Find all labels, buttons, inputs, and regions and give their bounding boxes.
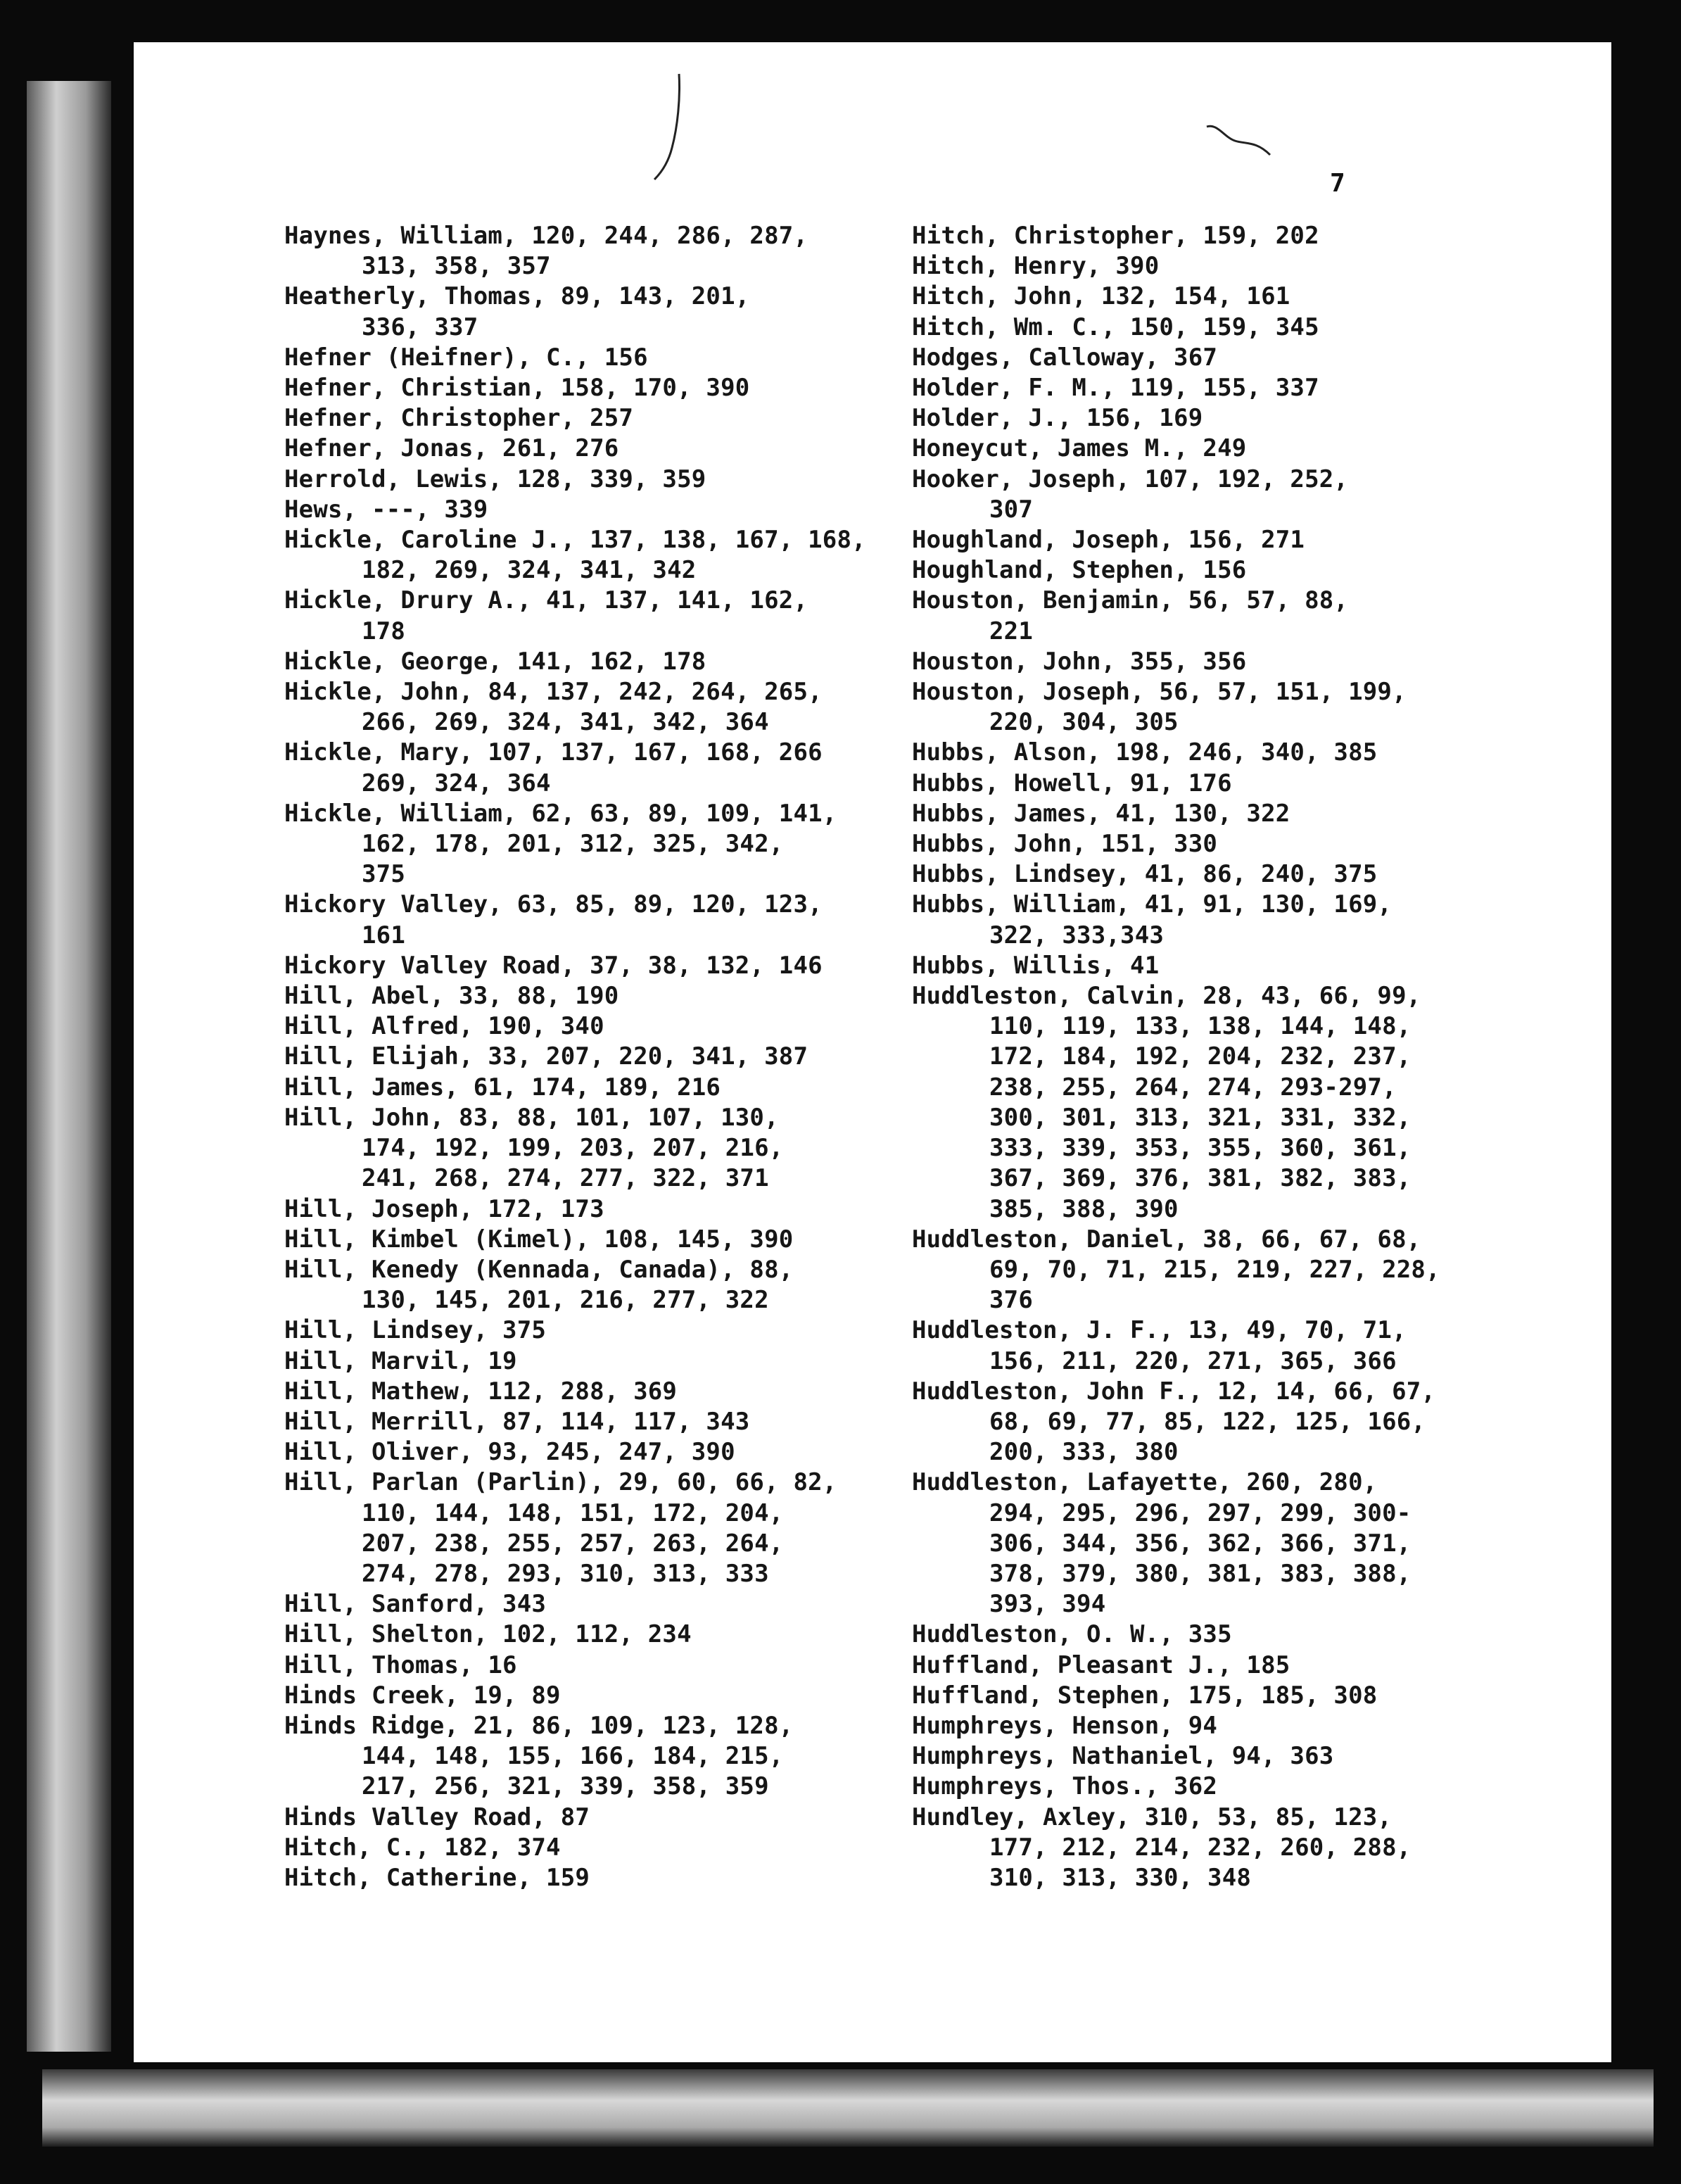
index-entry-continuation: 269, 324, 364 — [362, 769, 551, 797]
index-entry — [912, 677, 1475, 738]
index-entry-heading: Hill, Kenedy (Kennada, Canada), 88, — [284, 1255, 794, 1284]
index-entry-heading: Hooker, Joseph, 107, 192, 252, — [912, 465, 1349, 493]
index-entry — [284, 890, 911, 950]
index-entry-heading: Hitch, Wm. C., 150, 159, 345 — [912, 313, 1319, 341]
index-entry-heading: Hubbs, Howell, 91, 176 — [912, 769, 1232, 797]
index-entry — [284, 1042, 911, 1072]
index-entry — [912, 951, 1475, 981]
index-entry — [912, 1741, 1475, 1772]
index-entry-continuation: 294, 295, 296, 297, 299, 300- — [989, 1498, 1412, 1527]
index-entry — [912, 1711, 1475, 1741]
index-entry-heading: Huffland, Stephen, 175, 185, 308 — [912, 1681, 1378, 1710]
index-entry — [284, 1407, 911, 1437]
index-entry-continuation: 174, 192, 199, 203, 207, 216, — [362, 1134, 784, 1163]
index-entry — [912, 313, 1475, 343]
index-entry — [284, 525, 911, 586]
index-entry-heading: Hefner (Heifner), C., 156 — [284, 343, 648, 372]
index-entry-heading: Honeycut, James M., 249 — [912, 434, 1247, 463]
index-entry-heading: Hundley, Axley, 310, 53, 85, 123, — [912, 1803, 1393, 1831]
index-entry-heading: Huddleston, Daniel, 38, 66, 67, 68, — [912, 1225, 1421, 1254]
index-entry-continuation: 300, 301, 313, 321, 331, 332, — [989, 1103, 1412, 1132]
index-entry-heading: Hinds Ridge, 21, 86, 109, 123, 128, — [284, 1711, 794, 1740]
index-entry — [284, 1103, 911, 1194]
index-entry — [284, 1681, 911, 1711]
index-entry — [284, 1620, 911, 1650]
index-entry — [912, 403, 1475, 434]
index-entry-continuation: 306, 344, 356, 362, 366, 371, — [989, 1529, 1412, 1558]
index-entry — [912, 981, 1475, 1225]
index-entry-heading: Hickle, Drury A., 41, 137, 141, 162, — [284, 586, 808, 615]
index-entry-continuation: 69, 70, 71, 215, 219, 227, 228, — [989, 1255, 1440, 1284]
index-entry-continuation: 322, 333,343 — [989, 921, 1165, 949]
index-entry — [284, 221, 911, 282]
index-entry-continuation: 274, 278, 293, 310, 313, 333 — [362, 1559, 769, 1588]
index-entry — [284, 1377, 911, 1407]
index-entry-continuation: 313, 358, 357 — [362, 252, 551, 281]
index-entry — [284, 1650, 911, 1681]
index-entry-continuation: 182, 269, 324, 341, 342 — [362, 556, 697, 585]
index-entry-continuation: 393, 394 — [989, 1590, 1106, 1619]
index-entry — [284, 403, 911, 434]
index-entry-heading: Hickory Valley Road, 37, 38, 132, 146 — [284, 951, 823, 980]
index-entry — [284, 1315, 911, 1346]
index-entry — [912, 1803, 1475, 1894]
index-entry-heading: Humphreys, Henson, 94 — [912, 1711, 1218, 1740]
index-entry — [284, 951, 911, 981]
index-entry-heading: Huddleston, O. W., 335 — [912, 1620, 1232, 1649]
index-entry-heading: Hill, Marvil, 19 — [284, 1346, 517, 1375]
index-entry-heading: Hill, Kimbel (Kimel), 108, 145, 390 — [284, 1225, 794, 1254]
index-entry-continuation: 162, 178, 201, 312, 325, 342, — [362, 830, 784, 859]
index-entry-heading: Hill, Thomas, 16 — [284, 1650, 517, 1679]
index-entry-heading: Hill, Elijah, 33, 207, 220, 341, 387 — [284, 1042, 808, 1071]
index-entry-heading: Hickle, Caroline J., 137, 138, 167, 168, — [284, 526, 866, 555]
index-entry-heading: Hitch, Catherine, 159 — [284, 1863, 590, 1892]
index-entry — [284, 1711, 911, 1803]
index-entry — [284, 495, 911, 525]
index-entry-continuation: 310, 313, 330, 348 — [989, 1863, 1252, 1892]
index-entry-continuation: 307 — [989, 495, 1034, 524]
index-entry-heading: Huddleston, Calvin, 28, 43, 66, 99, — [912, 982, 1421, 1011]
index-entry-heading: Houghland, Stephen, 156 — [912, 556, 1247, 585]
film-edge-bottom — [42, 2069, 1654, 2147]
index-entry — [912, 1681, 1475, 1711]
index-entry-heading: Heatherly, Thomas, 89, 143, 201, — [284, 282, 750, 311]
page-number: 7 — [1330, 169, 1345, 198]
index-entry — [284, 343, 911, 373]
index-entry-heading: Hill, Sanford, 343 — [284, 1590, 547, 1619]
index-entry — [912, 738, 1475, 768]
index-entry — [284, 1803, 911, 1833]
index-entry — [284, 799, 911, 890]
index-entry-heading: Huddleston, Lafayette, 260, 280, — [912, 1468, 1378, 1497]
index-entry — [912, 799, 1475, 829]
index-entry-continuation: 110, 119, 133, 138, 144, 148, — [989, 1012, 1412, 1041]
index-entry — [912, 525, 1475, 555]
index-entry-heading: Hitch, John, 132, 154, 161 — [912, 282, 1290, 311]
index-entry-heading: Hubbs, Lindsey, 41, 86, 240, 375 — [912, 860, 1378, 889]
index-entry — [912, 373, 1475, 403]
index-entry-heading: Humphreys, Thos., 362 — [912, 1772, 1218, 1801]
index-entry-heading: Hitch, Henry, 390 — [912, 252, 1160, 281]
index-entry-heading: Hefner, Christopher, 257 — [284, 404, 634, 433]
index-entry-continuation: 333, 339, 353, 355, 360, 361, — [989, 1134, 1412, 1163]
index-column-right — [912, 221, 1475, 1893]
index-entry-heading: Huddleston, John F., 12, 14, 66, 67, — [912, 1377, 1436, 1406]
index-entry-continuation: 376 — [989, 1286, 1034, 1315]
index-entry — [284, 1255, 911, 1315]
index-entry-continuation: 220, 304, 305 — [989, 708, 1179, 737]
index-entry-heading: Haynes, William, 120, 244, 286, 287, — [284, 222, 808, 250]
index-entry — [284, 1437, 911, 1467]
index-entry — [912, 1650, 1475, 1681]
index-entry-heading: Houston, Joseph, 56, 57, 151, 199, — [912, 678, 1407, 707]
index-entry-heading: Hill, John, 83, 88, 101, 107, 130, — [284, 1103, 779, 1132]
index-entry-heading: Hubbs, William, 41, 91, 130, 169, — [912, 890, 1393, 919]
index-entry-heading: Hill, Alfred, 190, 340 — [284, 1012, 604, 1041]
index-entry — [912, 1467, 1475, 1620]
index-entry-continuation: 336, 337 — [362, 313, 478, 341]
index-entry — [284, 1589, 911, 1620]
index-entry — [284, 465, 911, 495]
index-entry-heading: Hickle, George, 141, 162, 178 — [284, 647, 706, 676]
index-entry-heading: Hickory Valley, 63, 85, 89, 120, 123, — [284, 890, 823, 919]
index-entry-heading: Hefner, Jonas, 261, 276 — [284, 434, 619, 463]
index-entry — [912, 586, 1475, 646]
index-entry — [284, 677, 911, 738]
index-entry-heading: Hews, ---, 339 — [284, 495, 488, 524]
index-entry-continuation: 156, 211, 220, 271, 365, 366 — [989, 1346, 1397, 1375]
index-entry-continuation: 68, 69, 77, 85, 122, 125, 166, — [989, 1407, 1426, 1436]
index-entry-heading: Hill, Mathew, 112, 288, 369 — [284, 1377, 678, 1406]
index-entry — [912, 769, 1475, 799]
index-entry-continuation: 385, 388, 390 — [989, 1194, 1179, 1223]
index-entry-heading: Herrold, Lewis, 128, 339, 359 — [284, 465, 706, 493]
index-entry-heading: Hinds Creek, 19, 89 — [284, 1681, 561, 1710]
index-entry-heading: Humphreys, Nathaniel, 94, 363 — [912, 1742, 1334, 1771]
index-entry-heading: Hubbs, Willis, 41 — [912, 951, 1160, 980]
index-entry — [912, 434, 1475, 464]
index-entry — [284, 1833, 911, 1863]
index-entry-continuation: 221 — [989, 617, 1034, 645]
index-entry-heading: Hodges, Calloway, 367 — [912, 343, 1218, 372]
index-entry-continuation: 241, 268, 274, 277, 322, 371 — [362, 1164, 769, 1193]
index-entry — [912, 1377, 1475, 1468]
index-entry-continuation: 144, 148, 155, 166, 184, 215, — [362, 1742, 784, 1771]
index-entry-continuation: 378, 379, 380, 381, 383, 388, — [989, 1559, 1412, 1588]
index-entry — [912, 829, 1475, 859]
index-entry — [912, 343, 1475, 373]
index-entry-continuation: 110, 144, 148, 151, 172, 204, — [362, 1498, 784, 1527]
page-scratch-mark — [1203, 113, 1281, 162]
index-entry-continuation: 266, 269, 324, 341, 342, 364 — [362, 708, 769, 737]
index-entry — [912, 221, 1475, 251]
index-entry — [284, 738, 911, 798]
index-column-left — [284, 221, 911, 1893]
index-entry — [912, 859, 1475, 890]
index-entry-heading: Holder, F. M., 119, 155, 337 — [912, 374, 1319, 403]
index-entry-heading: Huddleston, J. F., 13, 49, 70, 71, — [912, 1316, 1407, 1345]
index-entry-continuation: 130, 145, 201, 216, 277, 322 — [362, 1286, 769, 1315]
index-entry-heading: Hubbs, Alson, 198, 246, 340, 385 — [912, 738, 1378, 767]
index-entry — [912, 555, 1475, 586]
index-entry-heading: Hitch, C., 182, 374 — [284, 1833, 561, 1862]
index-entry-heading: Hill, Merrill, 87, 114, 117, 343 — [284, 1407, 750, 1436]
index-entry — [912, 465, 1475, 525]
index-entry — [284, 1467, 911, 1589]
index-entry-heading: Hitch, Christopher, 159, 202 — [912, 222, 1319, 250]
index-entry-heading: Hill, Parlan (Parlin), 29, 60, 66, 82, — [284, 1468, 837, 1497]
index-entry-heading: Hubbs, James, 41, 130, 322 — [912, 799, 1290, 828]
page-scratch-mark — [651, 70, 693, 183]
index-entry-continuation: 238, 255, 264, 274, 293-297, — [989, 1073, 1397, 1102]
index-entry-heading: Hickle, Mary, 107, 137, 167, 168, 266 — [284, 738, 823, 767]
index-entry — [912, 890, 1475, 950]
index-entry — [912, 1315, 1475, 1376]
index-entry-heading: Hill, James, 61, 174, 189, 216 — [284, 1073, 721, 1102]
index-entry — [912, 282, 1475, 312]
index-entry-continuation: 172, 184, 192, 204, 232, 237, — [989, 1042, 1412, 1071]
index-entry-continuation: 207, 238, 255, 257, 263, 264, — [362, 1529, 784, 1558]
index-entry-heading: Hill, Shelton, 102, 112, 234 — [284, 1620, 692, 1649]
index-entry — [912, 1225, 1475, 1316]
index-entry — [284, 1073, 911, 1103]
index-entry — [284, 1346, 911, 1377]
index-entry — [284, 434, 911, 464]
index-entry-heading: Holder, J., 156, 169 — [912, 404, 1203, 433]
index-entry-heading: Hill, Oliver, 93, 245, 247, 390 — [284, 1438, 735, 1467]
index-entry-heading: Hickle, John, 84, 137, 242, 264, 265, — [284, 678, 823, 707]
index-entry-heading: Hinds Valley Road, 87 — [284, 1803, 590, 1831]
index-entry — [284, 1225, 911, 1255]
index-entry-heading: Hill, Joseph, 172, 173 — [284, 1194, 604, 1223]
index-entry — [912, 647, 1475, 677]
index-entry — [912, 1620, 1475, 1650]
index-entry — [284, 981, 911, 1011]
film-edge-left — [27, 81, 111, 2052]
index-entry-heading: Hickle, William, 62, 63, 89, 109, 141, — [284, 799, 837, 828]
index-entry-heading: Hubbs, John, 151, 330 — [912, 830, 1218, 859]
index-entry-continuation: 217, 256, 321, 339, 358, 359 — [362, 1772, 769, 1801]
index-entry — [284, 1863, 911, 1893]
index-entry — [284, 282, 911, 342]
index-entry-heading: Houston, Benjamin, 56, 57, 88, — [912, 586, 1349, 615]
index-entry — [284, 1194, 911, 1225]
index-entry-heading: Houghland, Joseph, 156, 271 — [912, 526, 1305, 555]
index-entry-continuation: 200, 333, 380 — [989, 1438, 1179, 1467]
index-entry-continuation: 177, 212, 214, 232, 260, 288, — [989, 1833, 1412, 1862]
index-entry-continuation: 367, 369, 376, 381, 382, 383, — [989, 1164, 1412, 1193]
index-entry — [284, 647, 911, 677]
index-entry-heading: Houston, John, 355, 356 — [912, 647, 1247, 676]
index-entry — [912, 1772, 1475, 1802]
index-entry — [284, 1011, 911, 1042]
index-entry — [284, 373, 911, 403]
index-entry-continuation: 178 — [362, 617, 406, 645]
index-entry-heading: Hill, Abel, 33, 88, 190 — [284, 982, 619, 1011]
index-entry-heading: Hefner, Christian, 158, 170, 390 — [284, 374, 750, 403]
index-entry — [284, 586, 911, 646]
index-entry-continuation: 161 — [362, 921, 406, 949]
index-entry-heading: Huffland, Pleasant J., 185 — [912, 1650, 1290, 1679]
index-entry-continuation: 375 — [362, 860, 406, 889]
index-entry-heading: Hill, Lindsey, 375 — [284, 1316, 547, 1345]
index-entry — [912, 251, 1475, 282]
